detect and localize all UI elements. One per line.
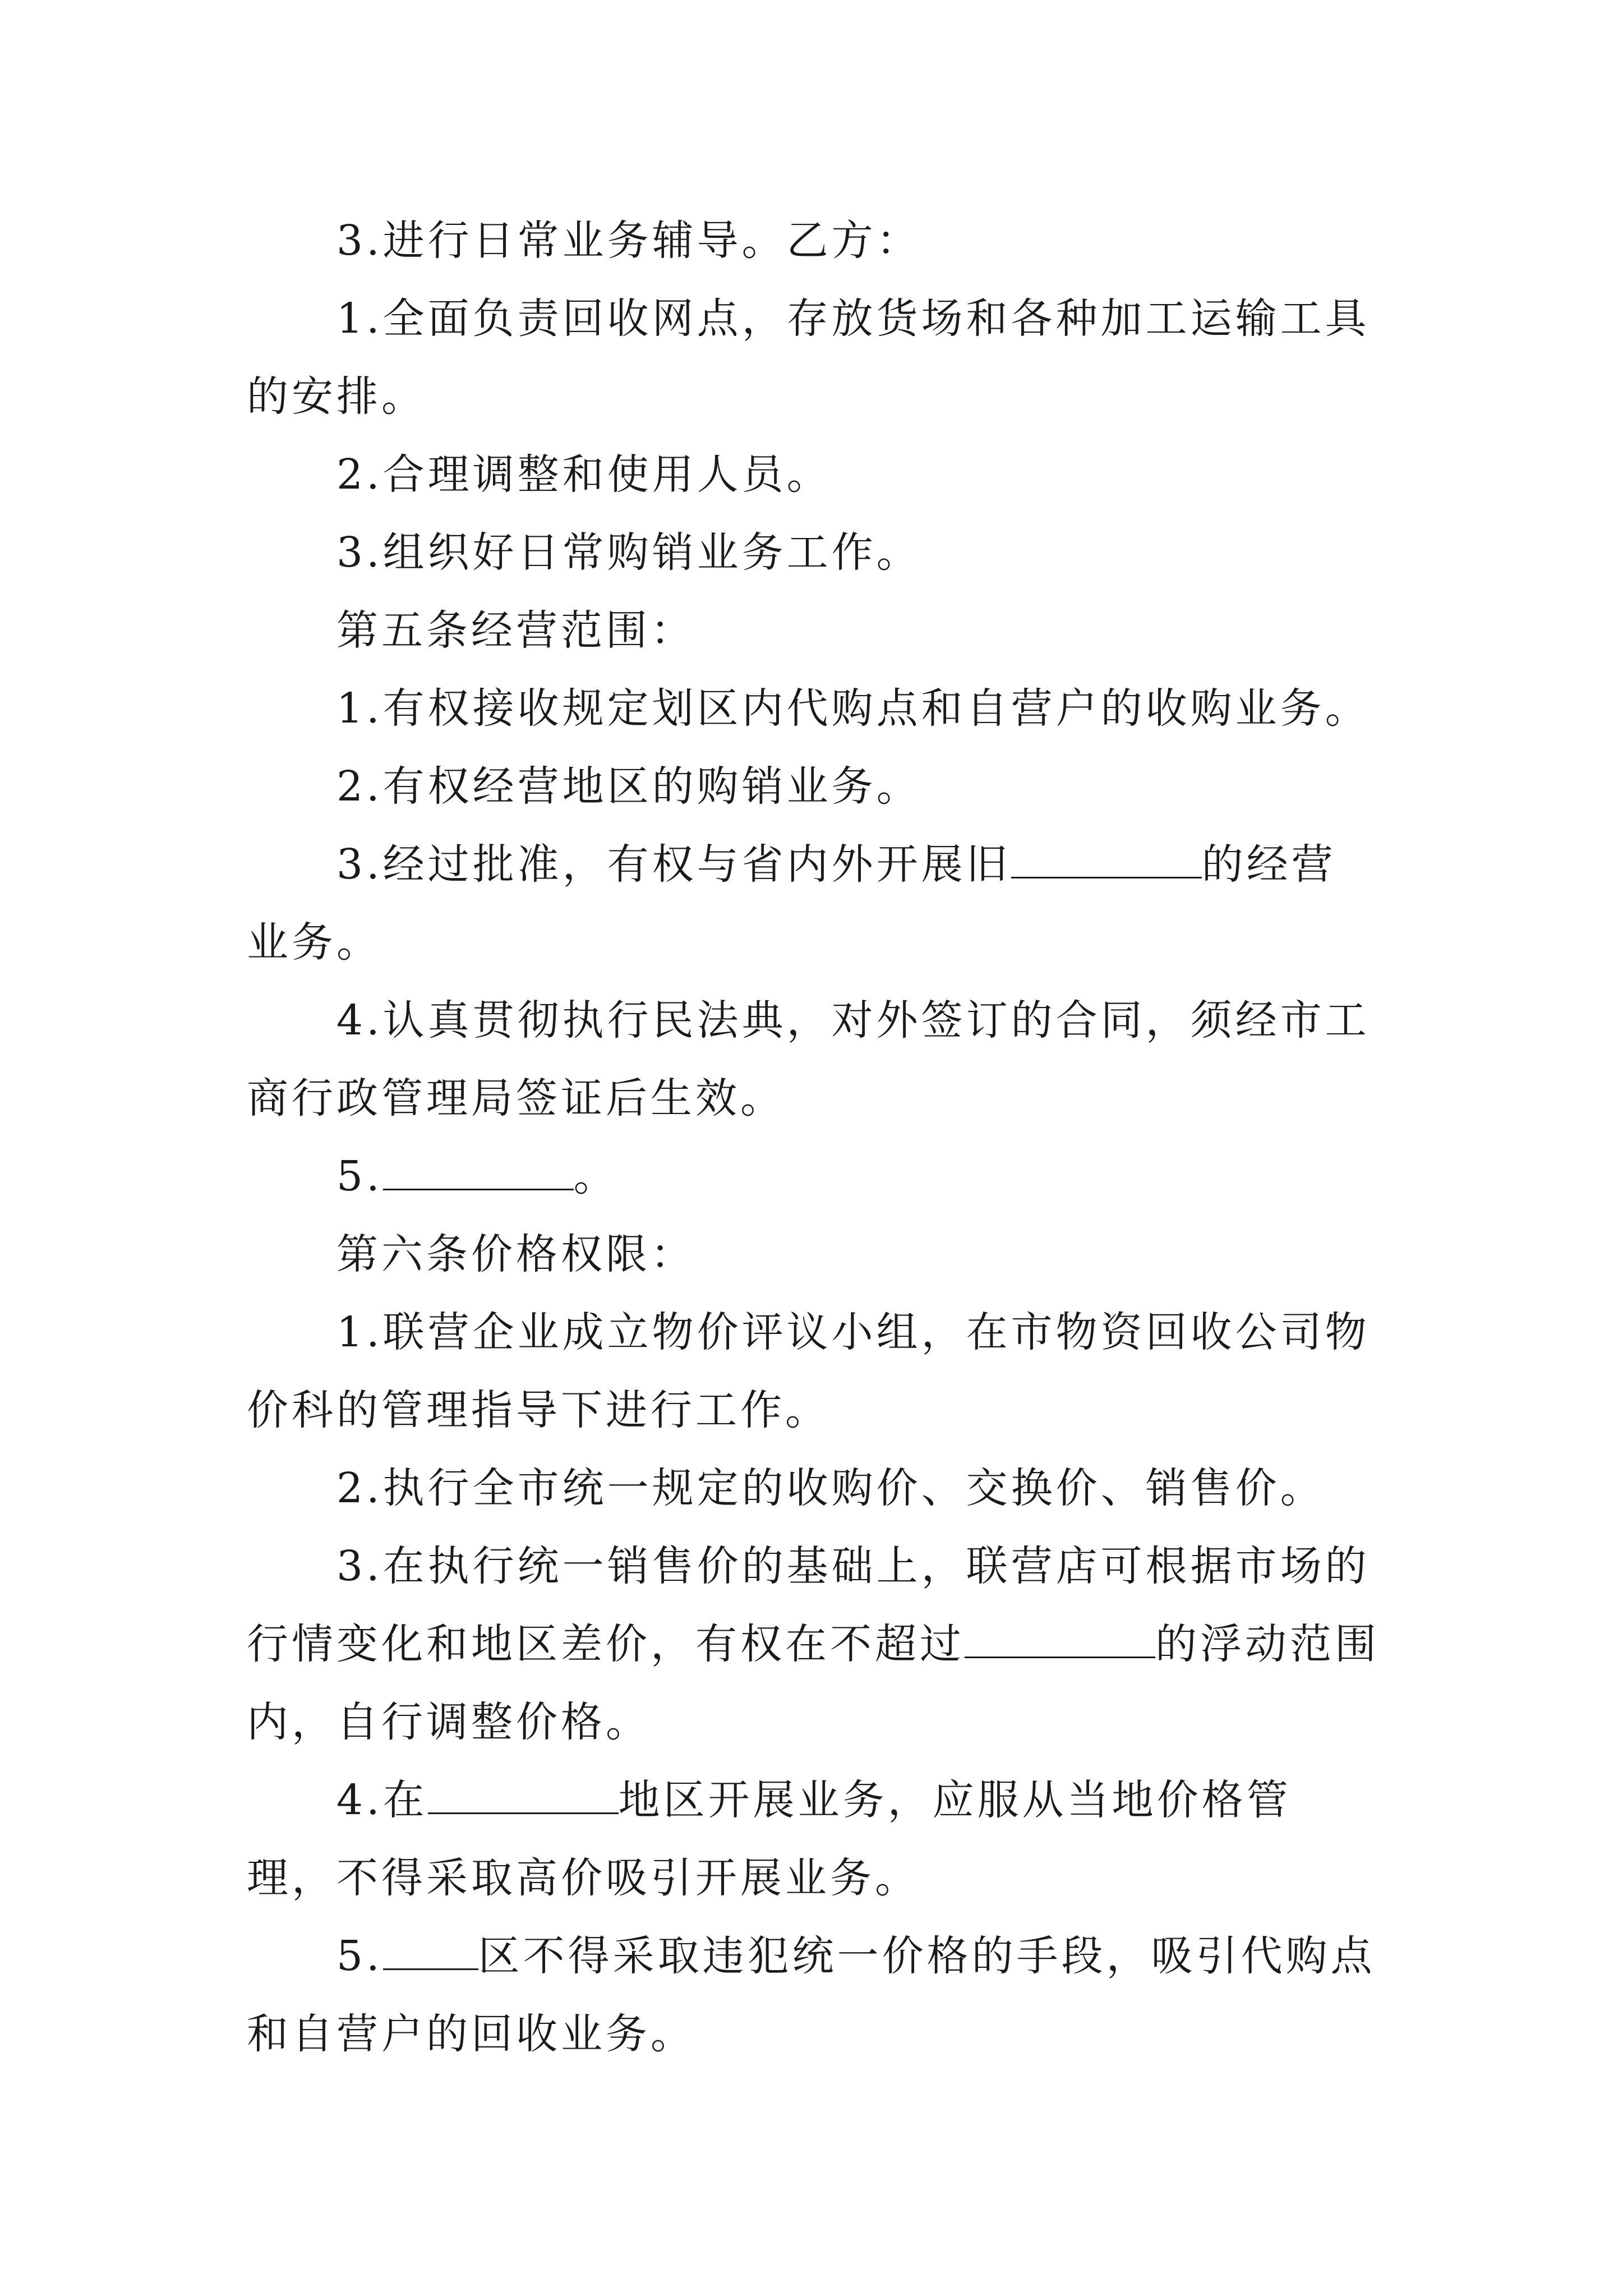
paragraph-text-after: 。	[573, 1152, 619, 1200]
paragraph	[247, 514, 1380, 592]
paragraph-text-before: 3.经过批准，有权与省内外开展旧	[336, 840, 1011, 889]
paragraph	[247, 1294, 1380, 1450]
document-body	[247, 202, 1380, 2073]
paragraph	[247, 280, 1380, 436]
section-heading-text: 第六条价格权限：	[336, 1230, 695, 1278]
fill-in-blank[interactable]	[383, 1151, 574, 1190]
section-heading-text: 第五条经营范围：	[336, 606, 695, 655]
paragraph	[247, 826, 1380, 982]
paragraph-text: 1.有权接收规定划区内代购点和自营户的收购业务。	[336, 684, 1370, 733]
paragraph-text: 2.有权经营地区的购销业务。	[336, 762, 921, 811]
paragraph	[247, 670, 1380, 748]
fill-in-blank[interactable]	[383, 1930, 478, 1970]
paragraph	[247, 436, 1380, 514]
paragraph-text: 1.全面负责回收网点，存放货场和各种加工运输工具的安排。	[247, 295, 1370, 421]
paragraph-text: 4.认真贯彻执行民法典，对外签订的合同，须经市工商行政管理局签证后生效。	[247, 996, 1370, 1122]
paragraph-text-before: 4.在	[336, 1776, 428, 1824]
paragraph	[247, 1761, 1380, 1917]
section-heading	[247, 1216, 1380, 1294]
fill-in-blank[interactable]	[1011, 839, 1202, 878]
fill-in-blank[interactable]	[428, 1774, 619, 1814]
paragraph	[247, 1450, 1380, 1527]
paragraph-text-after: 区不得采取违犯统一价格的手段，吸引代购点和自营户的回收业务。	[247, 1932, 1376, 2058]
paragraph	[247, 1138, 1380, 1216]
section-heading	[247, 592, 1380, 670]
paragraph-text-after: 地区开展业务，应服从当地价格管理，不得采取高价吸引开展业务。	[247, 1776, 1292, 1902]
paragraph	[247, 748, 1380, 826]
paragraph-text-after: 的浮动范围内，自行调整价格。	[247, 1620, 1380, 1746]
paragraph-text-before: 5.	[336, 1152, 383, 1200]
paragraph-text: 1.联营企业成立物价评议小组，在市物资回收公司物价科的管理指导下进行工作。	[247, 1308, 1370, 1434]
paragraph-text: 3.组织好日常购销业务工作。	[336, 528, 921, 577]
paragraph	[247, 1917, 1380, 2073]
paragraph-text: 2.执行全市统一规定的收购价、交换价、销售价。	[336, 1464, 1325, 1512]
paragraph-text-before: 5.	[336, 1932, 383, 1980]
paragraph-text: 3.进行日常业务辅导。乙方：	[336, 217, 921, 265]
paragraph-text: 2.合理调整和使用人员。	[336, 450, 832, 499]
paragraph	[247, 202, 1380, 280]
paragraph	[247, 982, 1380, 1138]
paragraph-text-after: 的经营业务。	[247, 840, 1336, 967]
paragraph	[247, 1527, 1380, 1761]
paragraph-text-before: 3.在执行统一销售价的基础上，联营店可根据市场的行情变化和地区差价，有权在不超过	[247, 1542, 1370, 1668]
fill-in-blank[interactable]	[965, 1618, 1155, 1658]
